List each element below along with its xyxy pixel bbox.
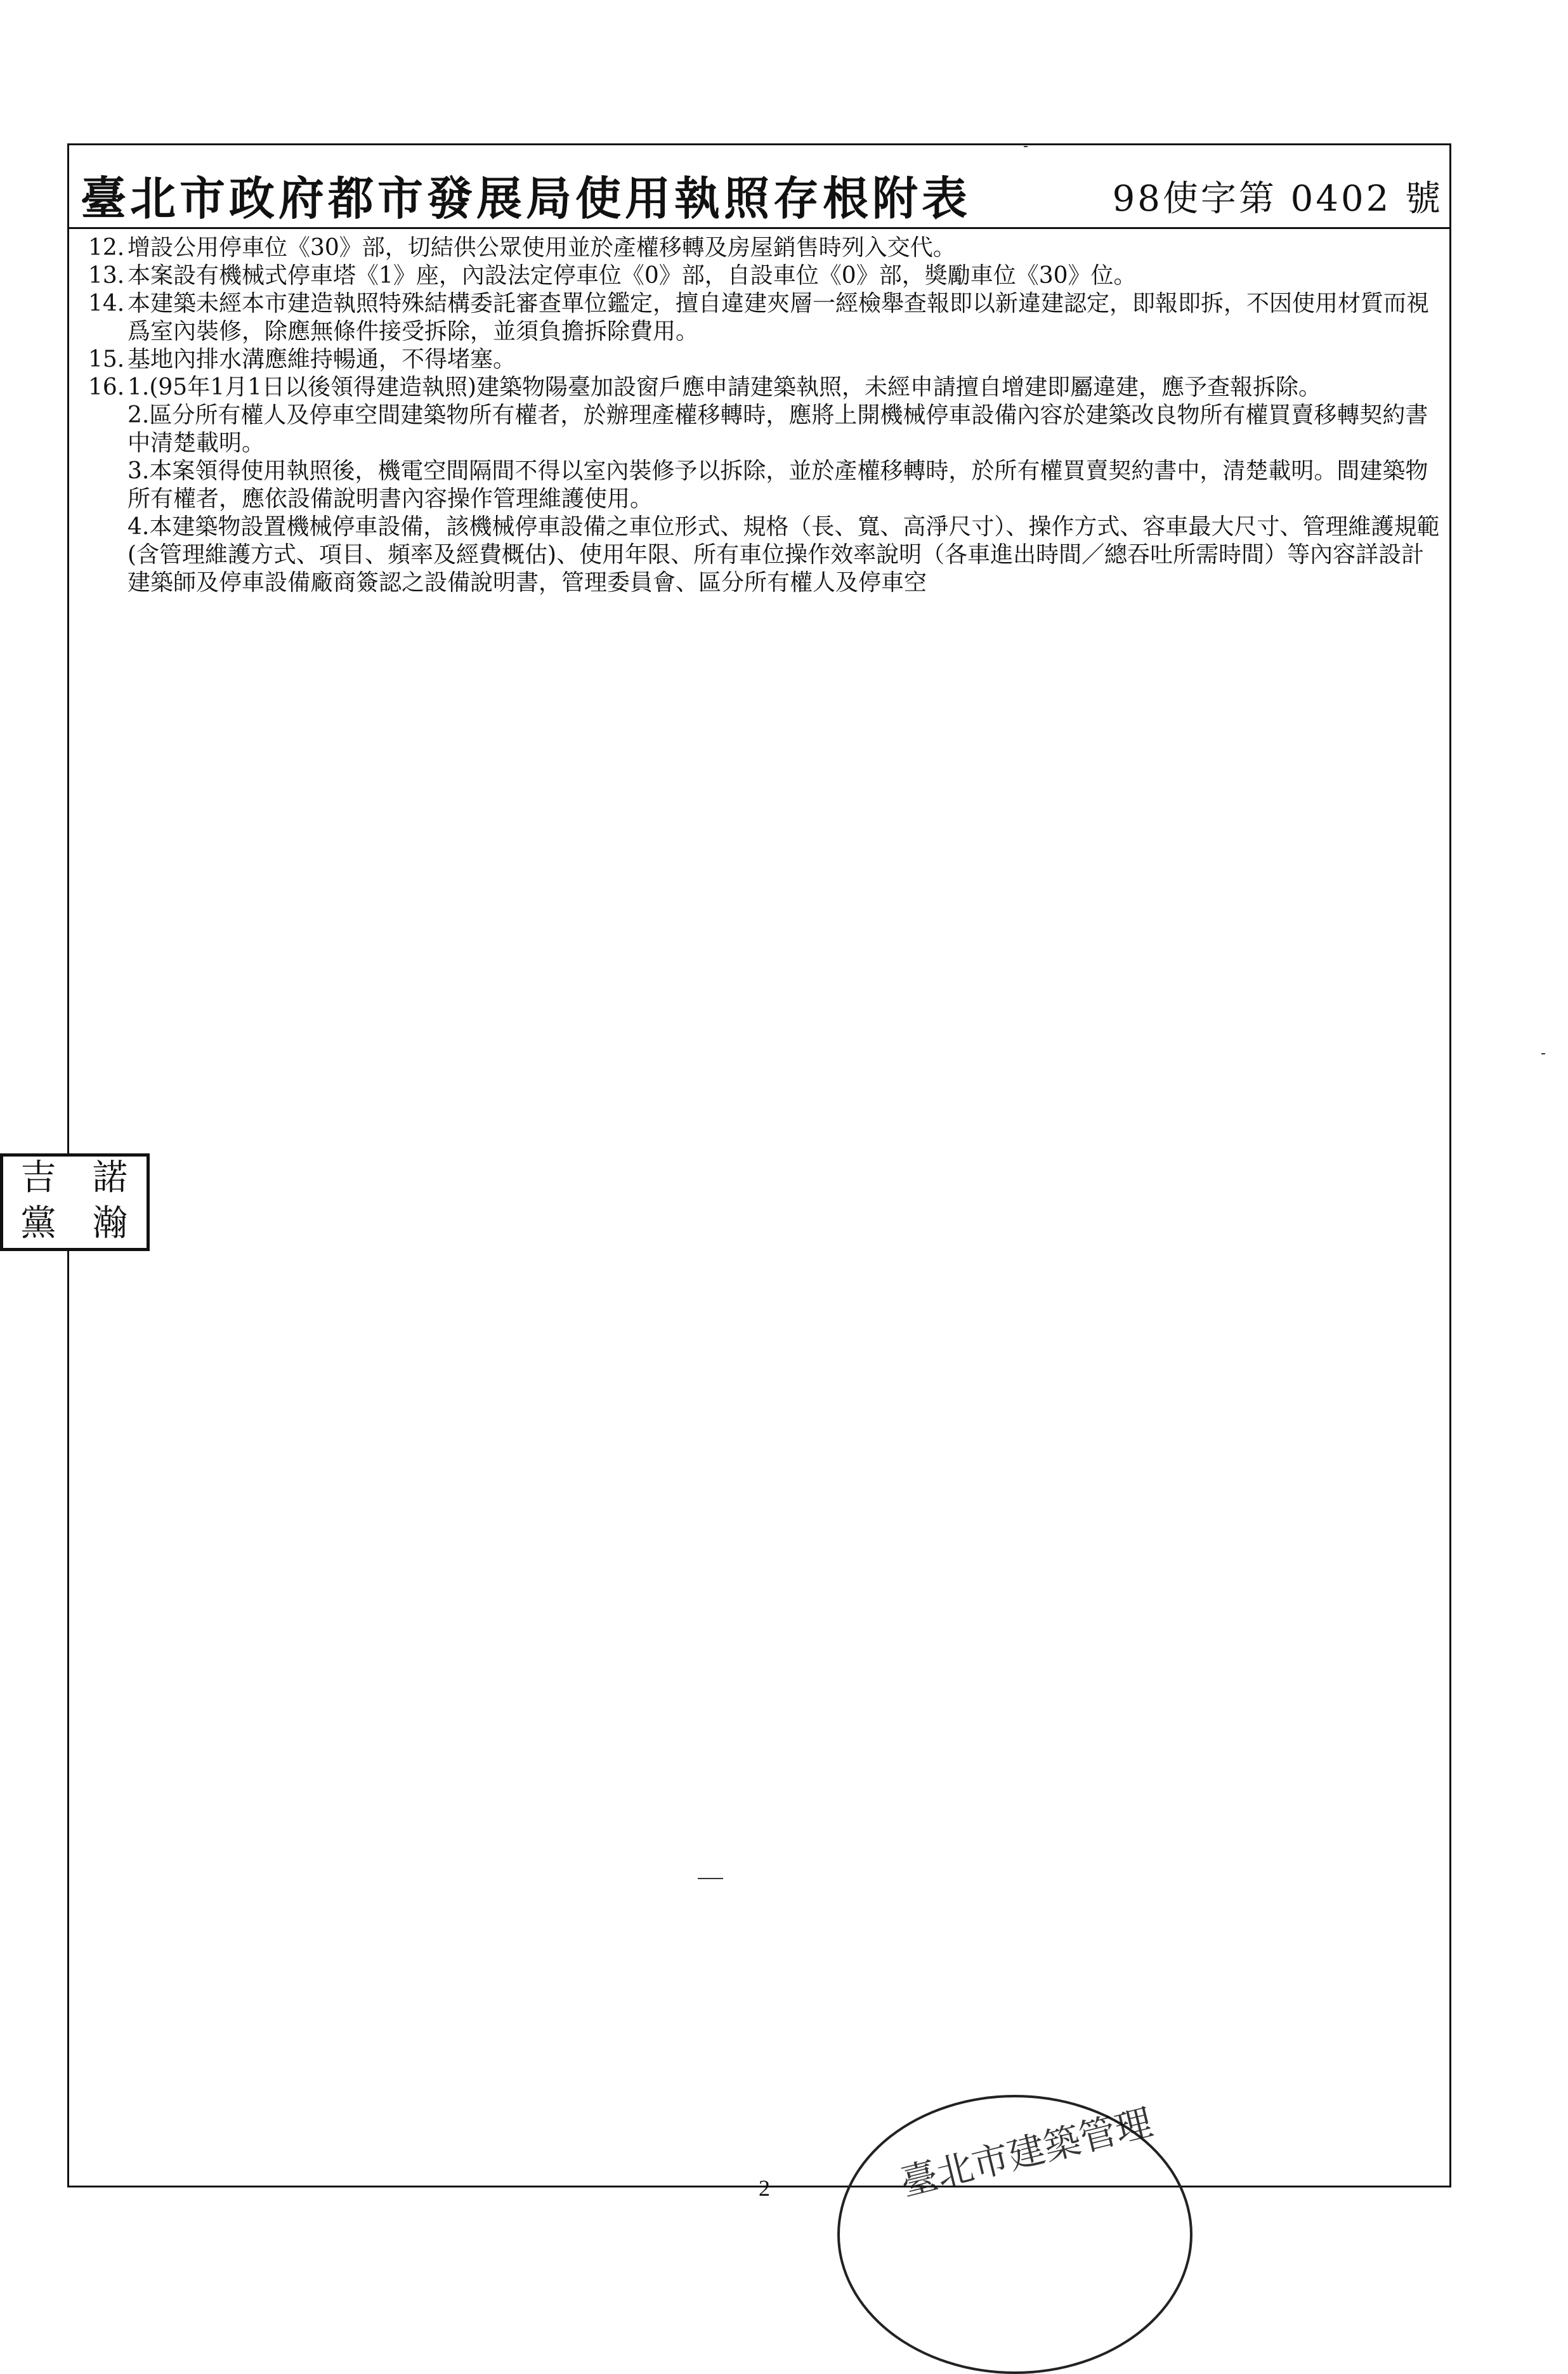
note-text: 本案設有機械式停車塔《1》座，內設法定停車位《0》部，自設車位《0》部，獎勵車位《30》位。: [127, 263, 1137, 289]
document-header: [69, 145, 1449, 229]
note-subitem-3: 3.本案領得使用執照後，機電空間隔間不得以室內裝修予以拆除，並於產權移轉時，於所有權買賣契約書中，清楚載明。間建築物所有權者，應依設備說明書內容操作管理維護使用。: [127, 458, 1428, 512]
note-number: 14.: [88, 291, 125, 317]
round-stamp-seal: [837, 2095, 1192, 2374]
note-subitem-2: 2.區分所有權人及停車空間建築物所有權者，於辦理產權移轉時，應將上開機械停車設備內容於建築改良物所有權買賣移轉契約書中清楚載明。: [127, 402, 1428, 456]
document-title: 臺北市政府都市發展局使用執照存根附表: [81, 171, 972, 225]
note-number: 13.: [88, 263, 125, 289]
note-subitem-1: 1.(95年1月1日以後領得建造執照)建築物陽臺加設窗戶應申請建築執照，未經申請擅自增建即屬違建，應予查報拆除。: [127, 374, 1322, 400]
scan-artifact: [1541, 1053, 1545, 1054]
document-frame: [67, 143, 1451, 2187]
note-number: 16.: [88, 374, 125, 400]
scan-artifact: [698, 1878, 723, 1879]
page-number: 2: [759, 2175, 770, 2201]
note-subitem-4: 4.本建築物設置機械停車設備，該機械停車設備之車位形式、規格（長、寬、高淨尺寸）、操作方式、容車最大尺寸、管理維護規範(含管理維護方式、項目、頻率及經費概估)、使用年限、所有車位操作效率說明（各車進出時間／總吞吐所需時間）等內容詳設計建築師及停車設備廠商簽認之設備說明書，管理委員會、區分所有權人及停車空: [127, 514, 1440, 596]
notes-list: [88, 234, 1446, 597]
note-item-12: [88, 234, 1446, 262]
official-seal-stamp: [0, 1153, 150, 1251]
note-item-14: [88, 290, 1446, 346]
note-number: 12.: [88, 235, 125, 261]
scan-artifact: [1024, 146, 1028, 147]
note-text: 本建築未經本市建造執照特殊結構委託審查單位鑑定，擅自違建夾層一經檢舉查報即以新違建認定，即報即拆，不因使用材質而視爲室內裝修，除應無條件接受拆除，並須負擔拆除費用。: [127, 291, 1430, 344]
seal-char: 吉: [20, 1157, 58, 1198]
note-item-16: [88, 374, 1446, 597]
permit-number: 98使字第 0402 號: [1112, 178, 1443, 220]
seal-char: 諾: [92, 1157, 129, 1198]
stamp-text: 臺北市建築管理: [896, 2100, 1157, 2205]
note-number: 15.: [88, 346, 125, 372]
seal-char: 瀚: [92, 1203, 129, 1244]
note-text: 基地內排水溝應維持暢通，不得堵塞。: [127, 346, 516, 372]
seal-char: 黨: [20, 1203, 58, 1244]
note-text: 增設公用停車位《30》部，切結供公眾使用並於產權移轉及房屋銷售時列入交代。: [127, 235, 956, 261]
note-item-13: [88, 262, 1446, 290]
note-item-15: [88, 346, 1446, 374]
